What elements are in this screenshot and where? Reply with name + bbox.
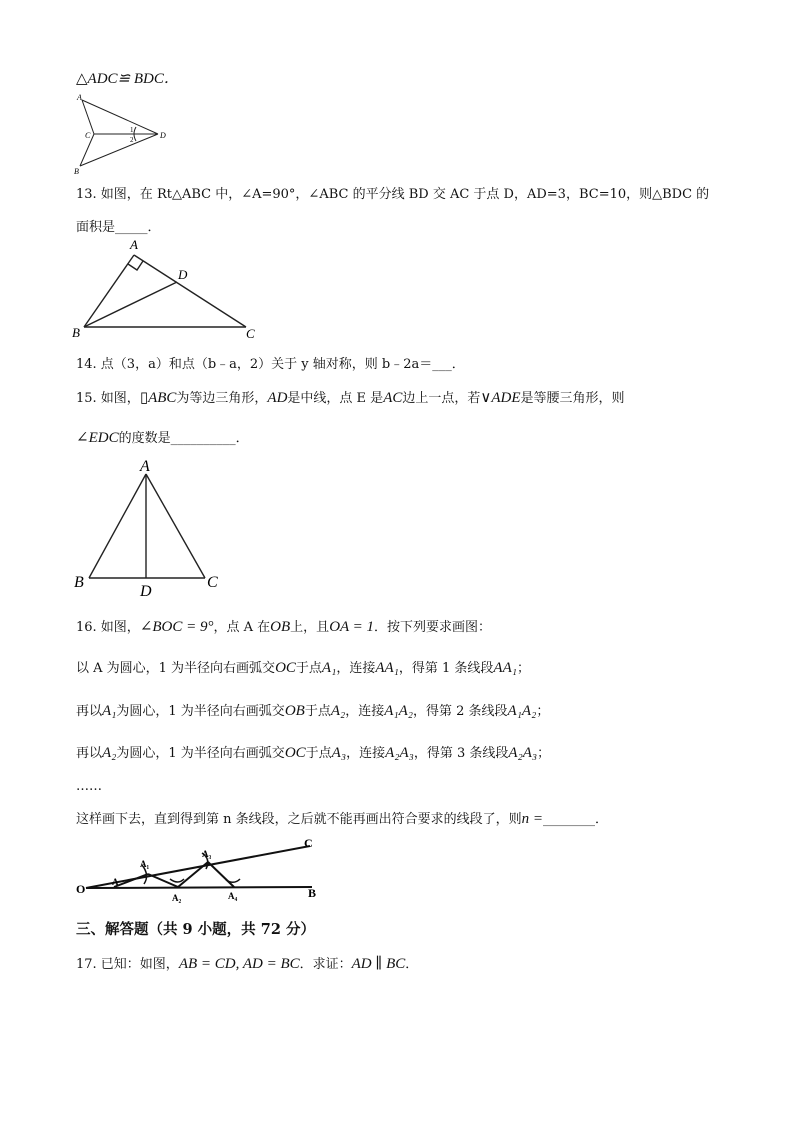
q16-label-a1: A₁	[140, 859, 150, 869]
q15-text-3: 是中线，点 E 是	[287, 391, 384, 406]
q16-line1	[76, 616, 491, 636]
q16-text-3: 上，且	[290, 620, 330, 635]
q16-step2	[76, 700, 549, 720]
q16-label-o: O	[76, 882, 86, 896]
q16-s3-a: 再以	[76, 746, 103, 761]
q16-s3-m4: A₂A₃	[385, 745, 414, 761]
q12-angle-2: 2	[130, 136, 134, 144]
q15-text-5: 是等腰三角形，则	[520, 391, 625, 406]
q16-s2-b: 为圆心，1 为半径向右画弧交	[116, 704, 285, 719]
q16-s3-m2: OC	[284, 745, 306, 761]
q17-text-3: ．	[405, 957, 419, 972]
q16-math-oa: OA = 1	[329, 619, 375, 635]
q15-math-ade: ∨ADE	[480, 390, 521, 406]
q16-s1-d: ，得第 1 条线段	[398, 661, 494, 676]
q16-s2-m1: A₁	[102, 703, 117, 719]
q16-s2-m3: A₂	[330, 703, 346, 719]
q17-line	[76, 953, 418, 973]
q16-s1-m3: AA₁	[375, 660, 399, 676]
q12-label-b: B	[74, 167, 79, 176]
q16-text-2: ，点 A 在	[213, 620, 271, 635]
q16-s2-d: ，连接	[345, 704, 385, 719]
q16-s2-a: 再以	[76, 704, 103, 719]
q16-label-a4: A₄	[228, 891, 238, 901]
q13-line2: 面积是_____．	[76, 220, 161, 235]
q16-text-4: ．按下列要求画图：	[374, 620, 492, 635]
q13-label-d: D	[178, 267, 188, 282]
q12-figure	[72, 94, 172, 174]
q15-text-1: 15. 如图，	[76, 391, 140, 406]
q16-s1-m2: A₁	[321, 660, 337, 676]
q15-label-d: D	[140, 583, 152, 600]
q16-s2-f: ；	[536, 704, 550, 719]
q16-label-c: C	[304, 836, 313, 850]
q16-s1-a: 以 A 为圆心，1 为半径向右画弧交	[76, 661, 276, 676]
q15-label-b: B	[74, 574, 84, 591]
q17-math-prove: AD ∥ BC	[351, 956, 406, 972]
q16-label-a3: A₃	[202, 849, 212, 859]
q16-last-text: 这样画下去，直到得到第 n 条线段，之后就不能再画出符合要求的线段了，则	[76, 812, 522, 827]
section-3-heading: 三、解答题（共 9 小题，共 72 分）	[76, 921, 315, 938]
q15-text-6: 的度数是__________．	[118, 431, 249, 446]
q16-s3-b: 为圆心，1 为半径向右画弧交	[116, 746, 285, 761]
q16-label-b: B	[308, 886, 317, 900]
q16-s3-m3: A₃	[331, 745, 347, 761]
q16-s2-m4: A₁A₂	[384, 703, 413, 719]
q15-figure	[70, 458, 230, 598]
q16-math-ob: OB	[270, 619, 291, 635]
q16-ellipsis: ……	[76, 779, 102, 794]
q15-math-abc: ▯ABC	[139, 390, 177, 406]
q12-label-d: D	[160, 131, 166, 140]
q16-s3-d: ，连接	[346, 746, 386, 761]
q13-figure	[70, 238, 270, 343]
q16-s3-f: ；	[537, 746, 551, 761]
q16-last-line	[76, 808, 608, 828]
q16-s1-m4: AA₁	[493, 660, 517, 676]
q15-math-ac: AC	[383, 390, 403, 406]
q15-text-2: 为等边三角形，	[176, 391, 268, 406]
q16-label-a: A	[112, 877, 119, 887]
q13-label-a: A	[130, 237, 138, 252]
q16-last-math: n =	[521, 811, 544, 827]
q16-figure	[72, 835, 332, 905]
q15-line2	[76, 427, 249, 447]
q16-s3-m5: A₂A₃	[508, 745, 538, 761]
q16-text-1: 16. 如图，	[76, 620, 140, 635]
q15-text-4: 边上一点，若	[402, 391, 481, 406]
q15-line1	[76, 387, 625, 407]
q15-math-edc: ∠EDC	[76, 430, 119, 446]
q17-math-given: AB = CD, AD = BC	[178, 956, 300, 972]
q16-step3	[76, 742, 550, 762]
q16-s2-m5: A₁A₂	[507, 703, 537, 719]
q15-label-a: A	[140, 458, 150, 475]
q16-label-a2: A₂	[172, 893, 182, 903]
q16-s1-b: 于点	[295, 661, 322, 676]
q17-text-2: ．求证：	[299, 957, 352, 972]
q13-label-b: B	[72, 325, 80, 340]
q17-text-1: 17. 已知：如图，	[76, 957, 179, 972]
q15-label-c: C	[207, 574, 218, 591]
q16-s1-m1: OC	[275, 660, 296, 676]
q16-step1	[76, 657, 530, 677]
q16-s3-c: 于点	[305, 746, 332, 761]
q16-last-blank: ________．	[543, 812, 609, 827]
q14-text: 14. 点（3，a）和点（b﹣a，2）关于 y 轴对称，则 b﹣2a＝___．	[76, 357, 465, 372]
q16-s1-e: ；	[516, 661, 530, 676]
q15-math-ad: AD	[267, 390, 288, 406]
q12-label-a: A	[77, 93, 82, 102]
q16-s2-e: ，得第 2 条线段	[413, 704, 508, 719]
q13-label-c: C	[246, 326, 255, 341]
q16-s2-m2: OB	[284, 703, 305, 719]
q16-math-angle: ∠BOC = 9°	[139, 619, 214, 635]
q12-label-c: C	[85, 131, 91, 140]
q16-s2-c: 于点	[304, 704, 331, 719]
q12-formula: △ADC≌ BDC．	[76, 71, 179, 87]
q12-angle-1: 1	[130, 126, 134, 134]
q13-line1: 13. 如图，在 Rt△ABC 中，∠A=90°，∠ABC 的平分线 BD 交 AC 于点 D，AD=3，BC=10，则△BDC 的	[76, 187, 710, 202]
q16-s1-c: ，连接	[336, 661, 376, 676]
q16-s3-m1: A₂	[102, 745, 117, 761]
q16-s3-e: ，得第 3 条线段	[413, 746, 509, 761]
